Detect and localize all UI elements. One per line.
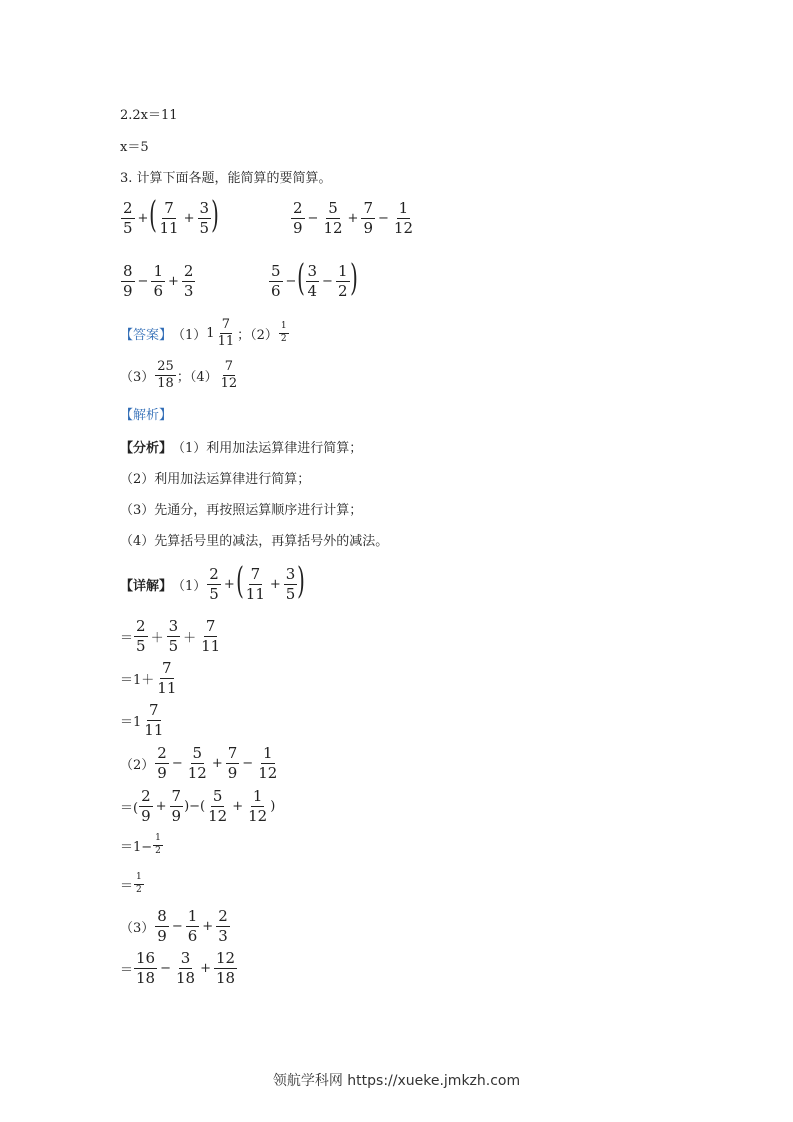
den: 18 [157, 376, 174, 392]
detail-1-step-3: ＝1 $\frac{7}{11}$ [120, 701, 164, 739]
fenxi-line-3 [120, 499, 362, 518]
equation-text: 2.2x＝11 [120, 108, 178, 123]
num: 25 [155, 360, 176, 376]
problem-3: $\frac{8}{9}$ − $\frac{1}{6}$ + $\frac{2}{3}$ [123, 262, 194, 300]
detail-tag: 【详解】 [120, 578, 173, 594]
equation-line-1 [120, 104, 178, 123]
detail-2-step-1: ＝( $\frac{2}{9}$ + $\frac{7}{9}$ )−( $\frac{5}{12}$ + $\frac{1}{12}$ ) [120, 787, 276, 825]
num: 1 [279, 322, 289, 334]
detail-2-step-3: ＝ $\frac{1}{2}$ [120, 872, 142, 895]
detail-3-step-1: ＝ $\frac{16}{18}$ − $\frac{3}{18}$ + $\frac{12}{18}$ [120, 949, 236, 987]
den: 2 [280, 334, 287, 345]
problem-4: $\frac{5}{6}$ − ( $\frac{3}{4}$ − $\frac{1}{2}$ ) [271, 258, 358, 300]
analysis-heading [120, 404, 172, 423]
label: （1） [172, 578, 207, 594]
question-text: 3. 计算下面各题，能简算的要简算。 [120, 171, 332, 186]
den: 11 [217, 334, 235, 350]
equation-text: x＝5 [120, 140, 149, 155]
num: 7 [220, 318, 232, 334]
detail-3-expr: （3） $\frac{8}{9}$ − $\frac{1}{6}$ + $\frac{2}{3}$ [120, 907, 228, 945]
problem-1: $\frac{2}{5}$ + ( $\frac{7}{11}$ + $\frac{3}{5}$ ) [123, 195, 219, 237]
answer-line-1 [120, 318, 290, 350]
analysis-tag: 【解析】 [120, 408, 173, 423]
sep: ；（4） [176, 370, 218, 386]
detail-1-step-1: ＝ $\frac{2}{5}$ ＋ $\frac{3}{5}$ ＋ $\frac{7}{11}$ [120, 617, 221, 655]
fenxi-text: （4）先算括号里的减法，再算括号外的减法。 [120, 534, 389, 549]
fenxi-text: （1）利用加法运算律进行简算； [172, 441, 363, 456]
detail-2-expr: （2） $\frac{2}{9}$ − $\frac{5}{12}$ + $\frac{7}{9}$ − $\frac{1}{12}$ [120, 744, 278, 782]
fenxi-text: （3）先通分，再按照运算顺序进行计算； [120, 503, 363, 518]
problem-2: $\frac{2}{9}$ − $\frac{5}{12}$ + $\frac{7}{9}$ − $\frac{1}{12}$ [293, 199, 413, 237]
den: 12 [220, 376, 238, 392]
equation-line-2 [120, 136, 149, 155]
sep: ；（2） [237, 328, 278, 344]
fenxi-text: （2）利用加法运算律进行简算； [120, 472, 311, 487]
fenxi-line-1 [120, 437, 362, 456]
num: 7 [223, 360, 235, 376]
label: （3） [120, 370, 155, 386]
detail-1-step-2: ＝1＋ $\frac{7}{11}$ [120, 659, 177, 697]
fenxi-line-4 [120, 530, 388, 549]
label: （2） [120, 757, 155, 773]
answer-tag: 【答案】 [120, 328, 173, 344]
answer-line-2 [120, 360, 240, 392]
detail-1-expr: 【详解】 （1） $\frac{2}{5}$ + ( $\frac{7}{11}$ + $\frac{3}{5}$ ) [120, 561, 306, 603]
footer-watermark: 领航学科网 https://xueke.jmkzh.com [272, 1073, 521, 1089]
fenxi-tag: 【分析】 [120, 441, 173, 456]
label: （1） [172, 328, 207, 344]
fenxi-line-2 [120, 468, 310, 487]
question-3-title [120, 167, 332, 186]
detail-2-step-2: ＝1− $\frac{1}{2}$ [120, 833, 161, 856]
whole: 1 [206, 326, 215, 342]
label: （3） [120, 920, 155, 936]
